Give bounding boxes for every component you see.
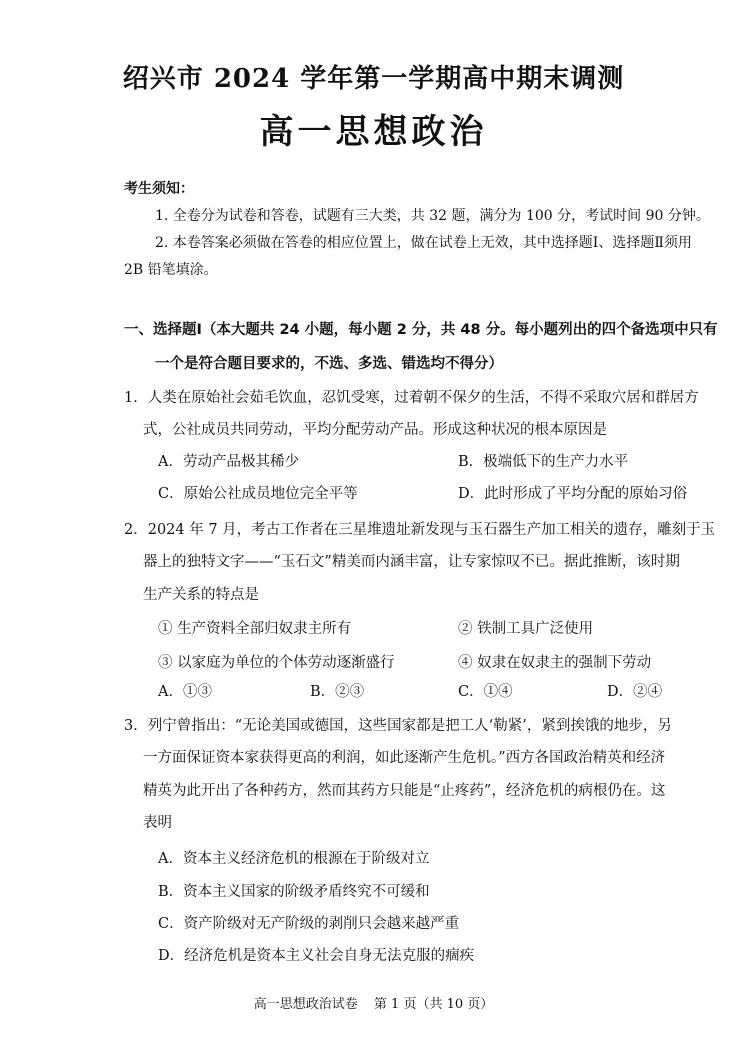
q1-stem-line-2: 式，公社成员共同劳动，平均分配劳动产品。形成这种状况的根本原因是 (143, 422, 607, 438)
q1-option-c: C．原始公社成员地位完全平等 (158, 486, 358, 502)
q2-stem-line-2: 器上的独特文字——“玉石文”精美而内涵丰富，让专家惊叹不已。据此推断，该时期 (143, 554, 680, 570)
section-1-heading-line-2: 一个是符合题目要求的，不选、多选、错选均不得分） (155, 356, 503, 372)
q2-statement-3: ③ 以家庭为单位的个体劳动逐渐盛行 (158, 655, 395, 671)
q3-option-a: A．资本主义经济危机的根源在于阶级对立 (158, 851, 430, 867)
exam-subject-title: 高一思想政治 (259, 112, 488, 152)
q3-stem-line-1: 3．列宁曾指出：“无论美国或德国，这些国家都是把工人‘勒紧’，紧到挨饿的地步，另 (124, 718, 672, 734)
q3-stem-line-3: 精英为此开出了各种药方，然而其药方只能是“止疼药”，经济危机的病根仍在。这 (143, 783, 666, 799)
q2-statement-1: ① 生产资料全部归奴隶主所有 (158, 621, 352, 637)
q3-option-d: D．经济危机是资本主义社会自身无法克服的痼疾 (158, 948, 475, 964)
q2-stem-line-3: 生产关系的特点是 (143, 587, 259, 603)
q1-option-a: A．劳动产品极其稀少 (158, 454, 299, 470)
section-1-heading-line-1: 一、选择题Ⅰ（本大题共 24 小题，每小题 2 分，共 48 分。每小题列出的四个备选项中只有 (124, 322, 718, 338)
q2-statement-4: ④ 奴隶在奴隶主的强制下劳动 (458, 655, 652, 671)
q1-option-d: D．此时形成了平均分配的原始习俗 (458, 486, 688, 502)
notice-item-1: 1. 全卷分为试卷和答卷，试题有三大类，共 32 题，满分为 100 分，考试时间 90 分钟。 (155, 208, 710, 224)
q2-option-d: D．②④ (607, 684, 663, 700)
q2-option-a: A．①③ (158, 684, 212, 700)
q2-option-c: C．①④ (458, 684, 513, 700)
footer-page-number: 第 1 页（共 10 页） (373, 997, 494, 1012)
exam-title: 绍兴市 2024 学年第一学期高中期末调测 (122, 64, 625, 94)
q1-option-b: B．极端低下的生产力水平 (458, 454, 629, 470)
page-footer (0, 993, 747, 1012)
notice-heading: 考生须知： (124, 181, 194, 197)
q2-statement-2: ② 铁制工具广泛使用 (458, 621, 594, 637)
notice-item-2-line-2: 2B 铅笔填涂。 (124, 262, 218, 278)
q1-stem-line-1: 1．人类在原始社会茹毛饮血，忍饥受寒，过着朝不保夕的生活，不得不采取穴居和群居方 (124, 390, 699, 406)
q2-stem-line-1: 2．2024 年 7 月，考古工作者在三星堆遗址新发现与玉石器生产加工相关的遗存，雕刻于玉 (124, 522, 716, 538)
q3-option-c: C．资产阶级对无产阶级的剥削只会越来越严重 (158, 916, 460, 932)
q3-stem-line-2: 一方面保证资本家获得更高的利润，如此逐渐产生危机。”西方各国政治精英和经济 (143, 750, 666, 766)
q2-option-b: B．②③ (310, 684, 365, 700)
footer-subject: 高一思想政治试卷 (253, 997, 358, 1012)
q3-stem-line-4: 表明 (143, 815, 172, 831)
q3-option-b: B．资本主义国家的阶级矛盾终究不可缓和 (158, 884, 430, 900)
notice-item-2-line-1: 2. 本卷答案必须做在答卷的相应位置上，做在试卷上无效，其中选择题Ⅰ、选择题Ⅱ须用 (155, 235, 692, 251)
